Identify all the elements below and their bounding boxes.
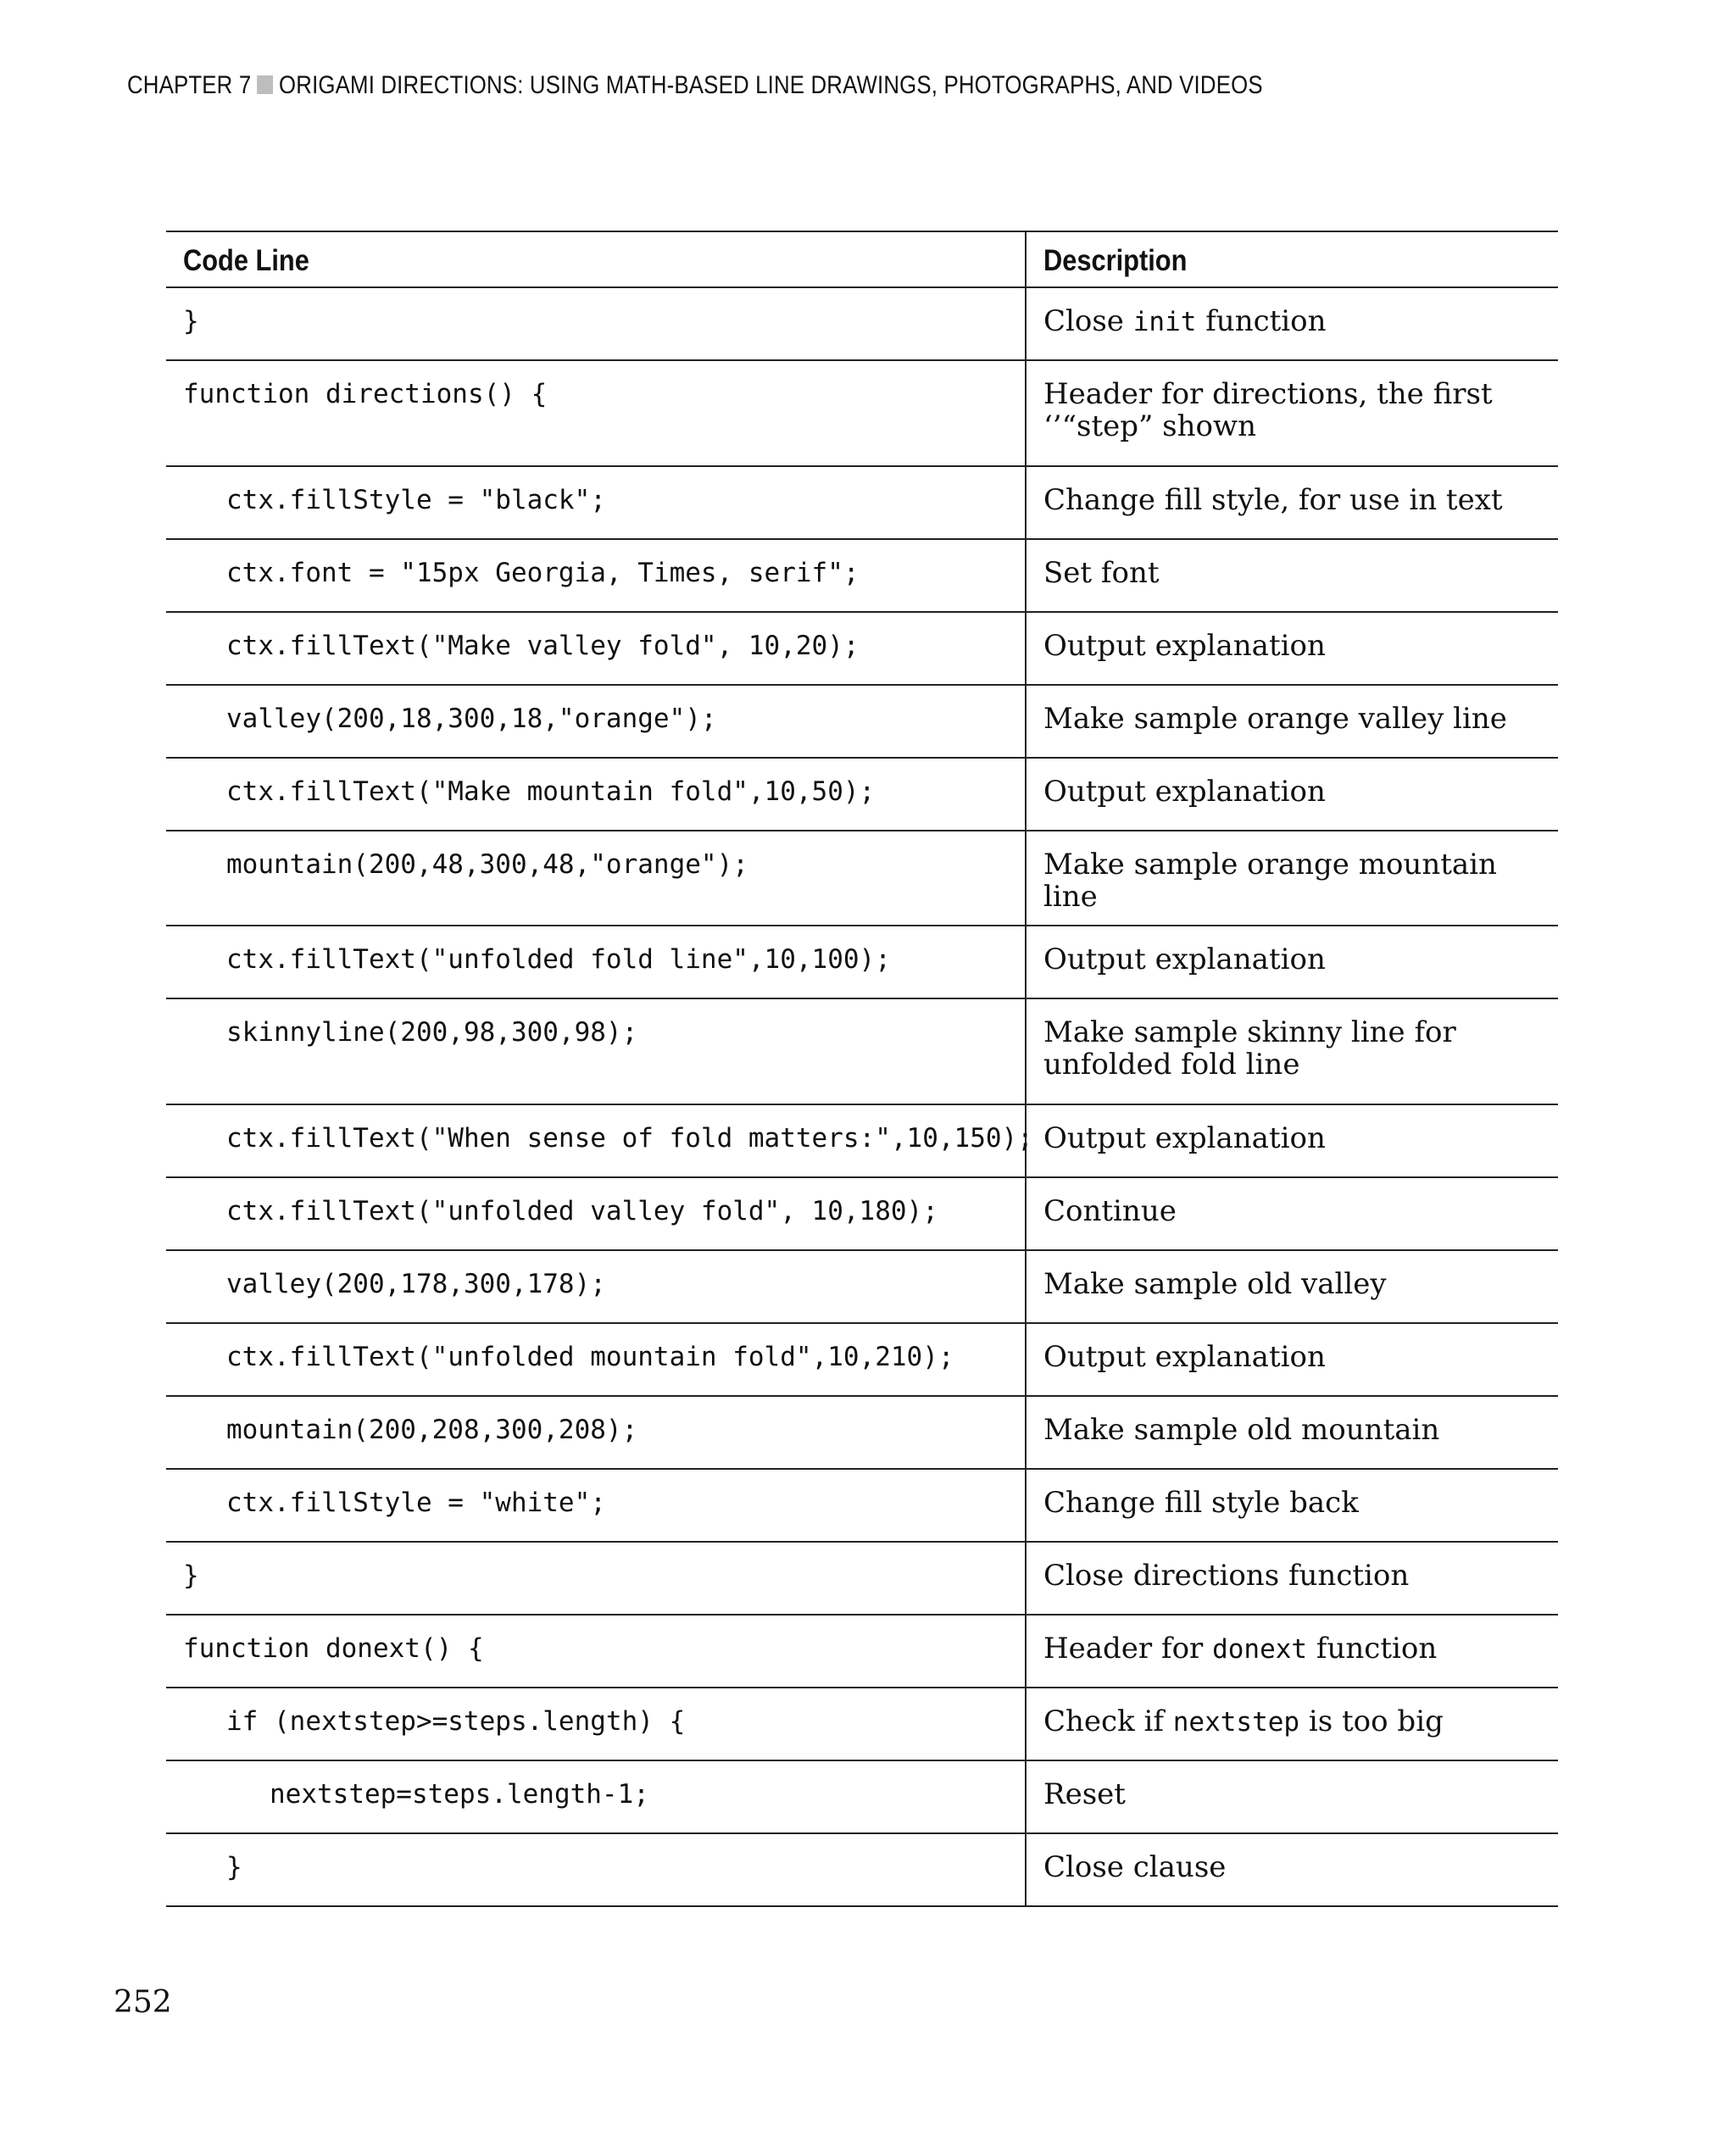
description-cell (1026, 1323, 1558, 1396)
code-line: } (226, 1852, 242, 1882)
description-prefix: Close (1043, 304, 1133, 338)
table-row (166, 612, 1558, 685)
description-cell (1026, 612, 1558, 685)
description-text: Change fill style back (1043, 1486, 1359, 1520)
code-line: ctx.fillText("unfolded fold line",10,100); (226, 944, 891, 975)
code-cell (166, 1469, 1026, 1542)
column-header-description: Description (1026, 231, 1558, 287)
table-row (166, 758, 1558, 831)
description-cell (1026, 831, 1558, 926)
description-inline-code: donext (1212, 1634, 1308, 1665)
code-cell (166, 998, 1026, 1104)
description-prefix: Header for (1043, 1632, 1213, 1666)
code-line: nextstep=steps.length-1; (270, 1779, 649, 1810)
chapter-title: ORIGAMI DIRECTIONS: USING MATH-BASED LINE DRAWINGS, PHOTOGRAPHS, AND VIDEOS (279, 71, 1263, 99)
code-line: ctx.fillText("Make mountain fold",10,50); (226, 776, 876, 807)
code-cell (166, 466, 1026, 539)
description-cell (1026, 1177, 1558, 1250)
table-row (166, 287, 1558, 360)
code-cell (166, 926, 1026, 998)
table-row (166, 1177, 1558, 1250)
description-text: Reset (1043, 1777, 1126, 1811)
description-cell (1026, 1396, 1558, 1469)
description-suffix: function (1196, 304, 1327, 338)
code-line: ctx.font = "15px Georgia, Times, serif"; (226, 558, 860, 588)
description-text: Make sample old mountain (1043, 1413, 1440, 1447)
code-line: ctx.fillStyle = "white"; (226, 1488, 606, 1518)
code-line: } (183, 306, 199, 336)
description-cell (1026, 360, 1558, 466)
table-row (166, 1396, 1558, 1469)
description-text: Close clause (1043, 1850, 1227, 1884)
table-row (166, 1542, 1558, 1615)
description-cell (1026, 1760, 1558, 1833)
code-cell (166, 1833, 1026, 1906)
code-cell (166, 612, 1026, 685)
table-row (166, 360, 1558, 466)
description-cell (1026, 287, 1558, 360)
table-row (166, 1833, 1558, 1906)
code-cell (166, 685, 1026, 758)
chapter-label: CHAPTER 7 (127, 71, 252, 99)
code-line: ctx.fillText("When sense of fold matters:",10,150); (226, 1123, 1033, 1154)
table-row (166, 685, 1558, 758)
description-cell (1026, 1615, 1558, 1688)
code-line: ctx.fillText("unfolded valley fold", 10,180); (226, 1196, 938, 1226)
code-line: skinnyline(200,98,300,98); (226, 1017, 638, 1048)
code-line: } (183, 1560, 199, 1591)
description-text: Output explanation (1043, 629, 1326, 663)
description-text: Header for directions, the first ‘’“step” shown (1043, 377, 1493, 443)
code-line: mountain(200,48,300,48,"orange"); (226, 849, 748, 880)
code-cell (166, 1323, 1026, 1396)
table-row (166, 998, 1558, 1104)
running-head (127, 71, 1263, 100)
table-row (166, 926, 1558, 998)
table-row (166, 1469, 1558, 1542)
description-inline-code: init (1132, 307, 1197, 337)
description-text: Make sample skinny line for unfolded fold line (1043, 1015, 1456, 1082)
page-number: 252 (114, 1985, 172, 2020)
table-row (166, 1688, 1558, 1760)
description-cell (1026, 758, 1558, 831)
description-text: Continue (1043, 1194, 1177, 1228)
code-line: function donext() { (183, 1633, 484, 1664)
description-text: Output explanation (1043, 943, 1326, 976)
description-text: Make sample old valley (1043, 1267, 1387, 1301)
description-text: Make sample orange valley line (1043, 702, 1507, 736)
description-prefix: Check if (1043, 1704, 1173, 1738)
code-line: ctx.fillStyle = "black"; (226, 485, 606, 515)
code-cell (166, 1104, 1033, 1177)
description-cell (1026, 1542, 1558, 1615)
code-description-table (166, 231, 1558, 1907)
description-text (1043, 1632, 1541, 1666)
description-text: Make sample orange mountain line (1043, 848, 1497, 914)
table-row (166, 1323, 1558, 1396)
code-line: ctx.fillText("unfolded mountain fold",10,210); (226, 1342, 954, 1372)
code-cell (166, 1250, 1026, 1323)
code-line: valley(200,18,300,18,"orange"); (226, 703, 717, 734)
code-cell (166, 1396, 1026, 1469)
description-cell (1026, 685, 1558, 758)
table-row (166, 831, 1558, 926)
table-header-row (166, 231, 1558, 287)
table-body (166, 287, 1558, 1906)
description-suffix: is too big (1299, 1704, 1444, 1738)
description-cell (1026, 466, 1558, 539)
description-text: Close directions function (1043, 1559, 1410, 1593)
code-line: function directions() { (183, 379, 548, 409)
description-text: Output explanation (1043, 1340, 1326, 1374)
code-cell (166, 539, 1026, 612)
description-cell (1026, 1104, 1558, 1177)
table-row (166, 1104, 1558, 1177)
description-cell (1026, 926, 1558, 998)
description-text (1043, 305, 1541, 338)
separator-square-icon (257, 75, 273, 94)
code-cell (166, 287, 1026, 360)
code-cell (166, 831, 1026, 926)
column-header-code: Code Line (166, 231, 1026, 287)
description-cell (1026, 998, 1558, 1104)
description-text: Output explanation (1043, 775, 1326, 809)
code-cell (166, 1177, 1026, 1250)
code-line: ctx.fillText("Make valley fold", 10,20); (226, 631, 860, 661)
code-cell (166, 360, 1026, 466)
code-line: valley(200,178,300,178); (226, 1269, 606, 1299)
description-cell (1026, 1688, 1558, 1760)
table-row (166, 1250, 1558, 1323)
description-text: Output explanation (1043, 1121, 1326, 1155)
code-line: if (nextstep>=steps.length) { (226, 1706, 686, 1737)
description-cell (1026, 1250, 1558, 1323)
code-line: mountain(200,208,300,208); (226, 1415, 638, 1445)
code-cell (166, 1760, 1026, 1833)
description-cell (1026, 1469, 1558, 1542)
table-row (166, 1615, 1558, 1688)
table-row (166, 539, 1558, 612)
description-cell (1026, 1833, 1558, 1906)
table-row (166, 1760, 1558, 1833)
code-cell (166, 1615, 1026, 1688)
table-row (166, 466, 1558, 539)
code-cell (166, 1688, 1026, 1760)
code-cell (166, 758, 1026, 831)
description-suffix: function (1307, 1632, 1438, 1666)
description-text: Set font (1043, 556, 1160, 590)
description-cell (1026, 539, 1558, 612)
description-text: Change fill style, for use in text (1043, 483, 1503, 517)
description-inline-code: nextstep (1172, 1707, 1300, 1738)
code-cell (166, 1542, 1026, 1615)
description-text (1043, 1705, 1541, 1738)
